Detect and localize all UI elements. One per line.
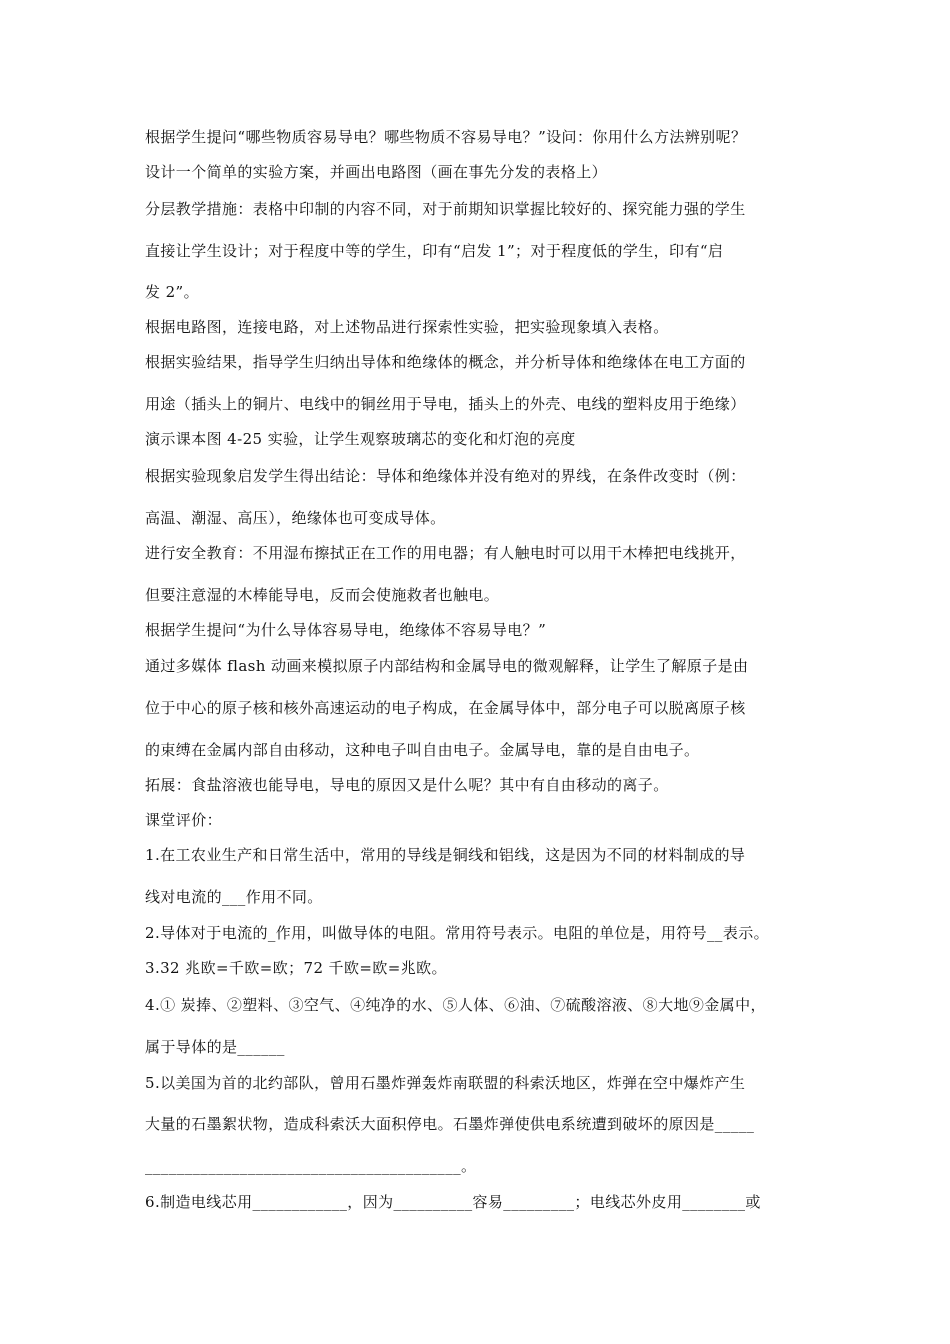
paragraph-line: 根据电路图，连接电路，对上述物品进行探索性实验，把实验现象填入表格。: [145, 318, 669, 336]
paragraph-line: 用途（插头上的铜片、电线中的铜丝用于导电，插头上的外壳、电线的塑料皮用于绝缘）: [145, 395, 746, 413]
question-line: ________________________________________。: [145, 1157, 477, 1175]
paragraph-line: 位于中心的原子核和核外高速运动的电子构成，在金属导体中，部分电子可以脱离原子核: [145, 699, 746, 717]
question-line: 大量的石墨絮状物，造成科索沃大面积停电。石墨炸弹使供电系统遭到破坏的原因是_____: [145, 1115, 755, 1133]
question-line: 5.以美国为首的北约部队，曾用石墨炸弹轰炸南联盟的科索沃地区，炸弹在空中爆炸产生: [145, 1074, 746, 1092]
paragraph-line: 进行安全教育：不用湿布擦拭正在工作的用电器；有人触电时可以用干木棒把电线挑开，: [145, 544, 746, 562]
paragraph-line: 拓展：食盐溶液也能导电，导电的原因又是什么呢？其中有自由移动的离子。: [145, 776, 669, 794]
question-line: 属于导体的是______: [145, 1038, 285, 1056]
paragraph-line: 根据学生提问“为什么导体容易导电，绝缘体不容易导电？”: [145, 621, 547, 639]
paragraph-line: 演示课本图 4-25 实验，让学生观察玻璃芯的变化和灯泡的亮度: [145, 430, 576, 448]
paragraph-line: 高温、潮湿、高压），绝缘体也可变成导体。: [145, 509, 446, 527]
paragraph-line: 根据实验结果，指导学生归纳出导体和绝缘体的概念，并分析导体和绝缘体在电工方面的: [145, 353, 746, 371]
question-line: 6.制造电线芯用____________，因为__________容易_________；电线芯外皮用________或: [145, 1193, 761, 1211]
question-line: 2.导体对于电流的_作用，叫做导体的电阻。常用符号表示。电阻的单位是，用符号__表示。: [145, 924, 770, 942]
paragraph-line: 直接让学生设计；对于程度中等的学生，印有“启发 1”；对于程度低的学生，印有“启: [145, 242, 724, 260]
paragraph-line: 分层教学措施：表格中印制的内容不同，对于前期知识掌握比较好的、探究能力强的学生: [145, 200, 746, 218]
question-line: 4.① 炭捧、②塑料、③空气、④纯净的水、⑤人体、⑥油、⑦硫酸溶液、⑧大地⑨金属中，: [145, 996, 766, 1014]
paragraph-line: 发 2”。: [145, 283, 199, 301]
paragraph-line: 通过多媒体 flash 动画来模拟原子内部结构和金属导电的微观解释，让学生了解原子是由: [145, 657, 749, 675]
paragraph-line: 根据学生提问“哪些物质容易导电？哪些物质不容易导电？”设问：你用什么方法辨别呢？: [145, 128, 747, 146]
section-heading: 课堂评价：: [145, 811, 223, 829]
paragraph-line: 的束缚在金属内部自由移动，这种电子叫自由电子。金属导电，靠的是自由电子。: [145, 741, 700, 759]
question-line: 3.32 兆欧=千欧=欧；72 千欧=欧=兆欧。: [145, 959, 447, 977]
question-line: 线对电流的___作用不同。: [145, 888, 323, 906]
paragraph-line: 根据实验现象启发学生得出结论：导体和绝缘体并没有绝对的界线，在条件改变时（例：: [145, 467, 746, 485]
paragraph-line: 设计一个简单的实验方案，并画出电路图（画在事先分发的表格上）: [145, 163, 608, 181]
paragraph-line: 但要注意湿的木棒能导电，反而会使施救者也触电。: [145, 586, 500, 604]
question-line: 1.在工农业生产和日常生活中，常用的导线是铜线和铝线，这是因为不同的材料制成的导: [145, 846, 746, 864]
